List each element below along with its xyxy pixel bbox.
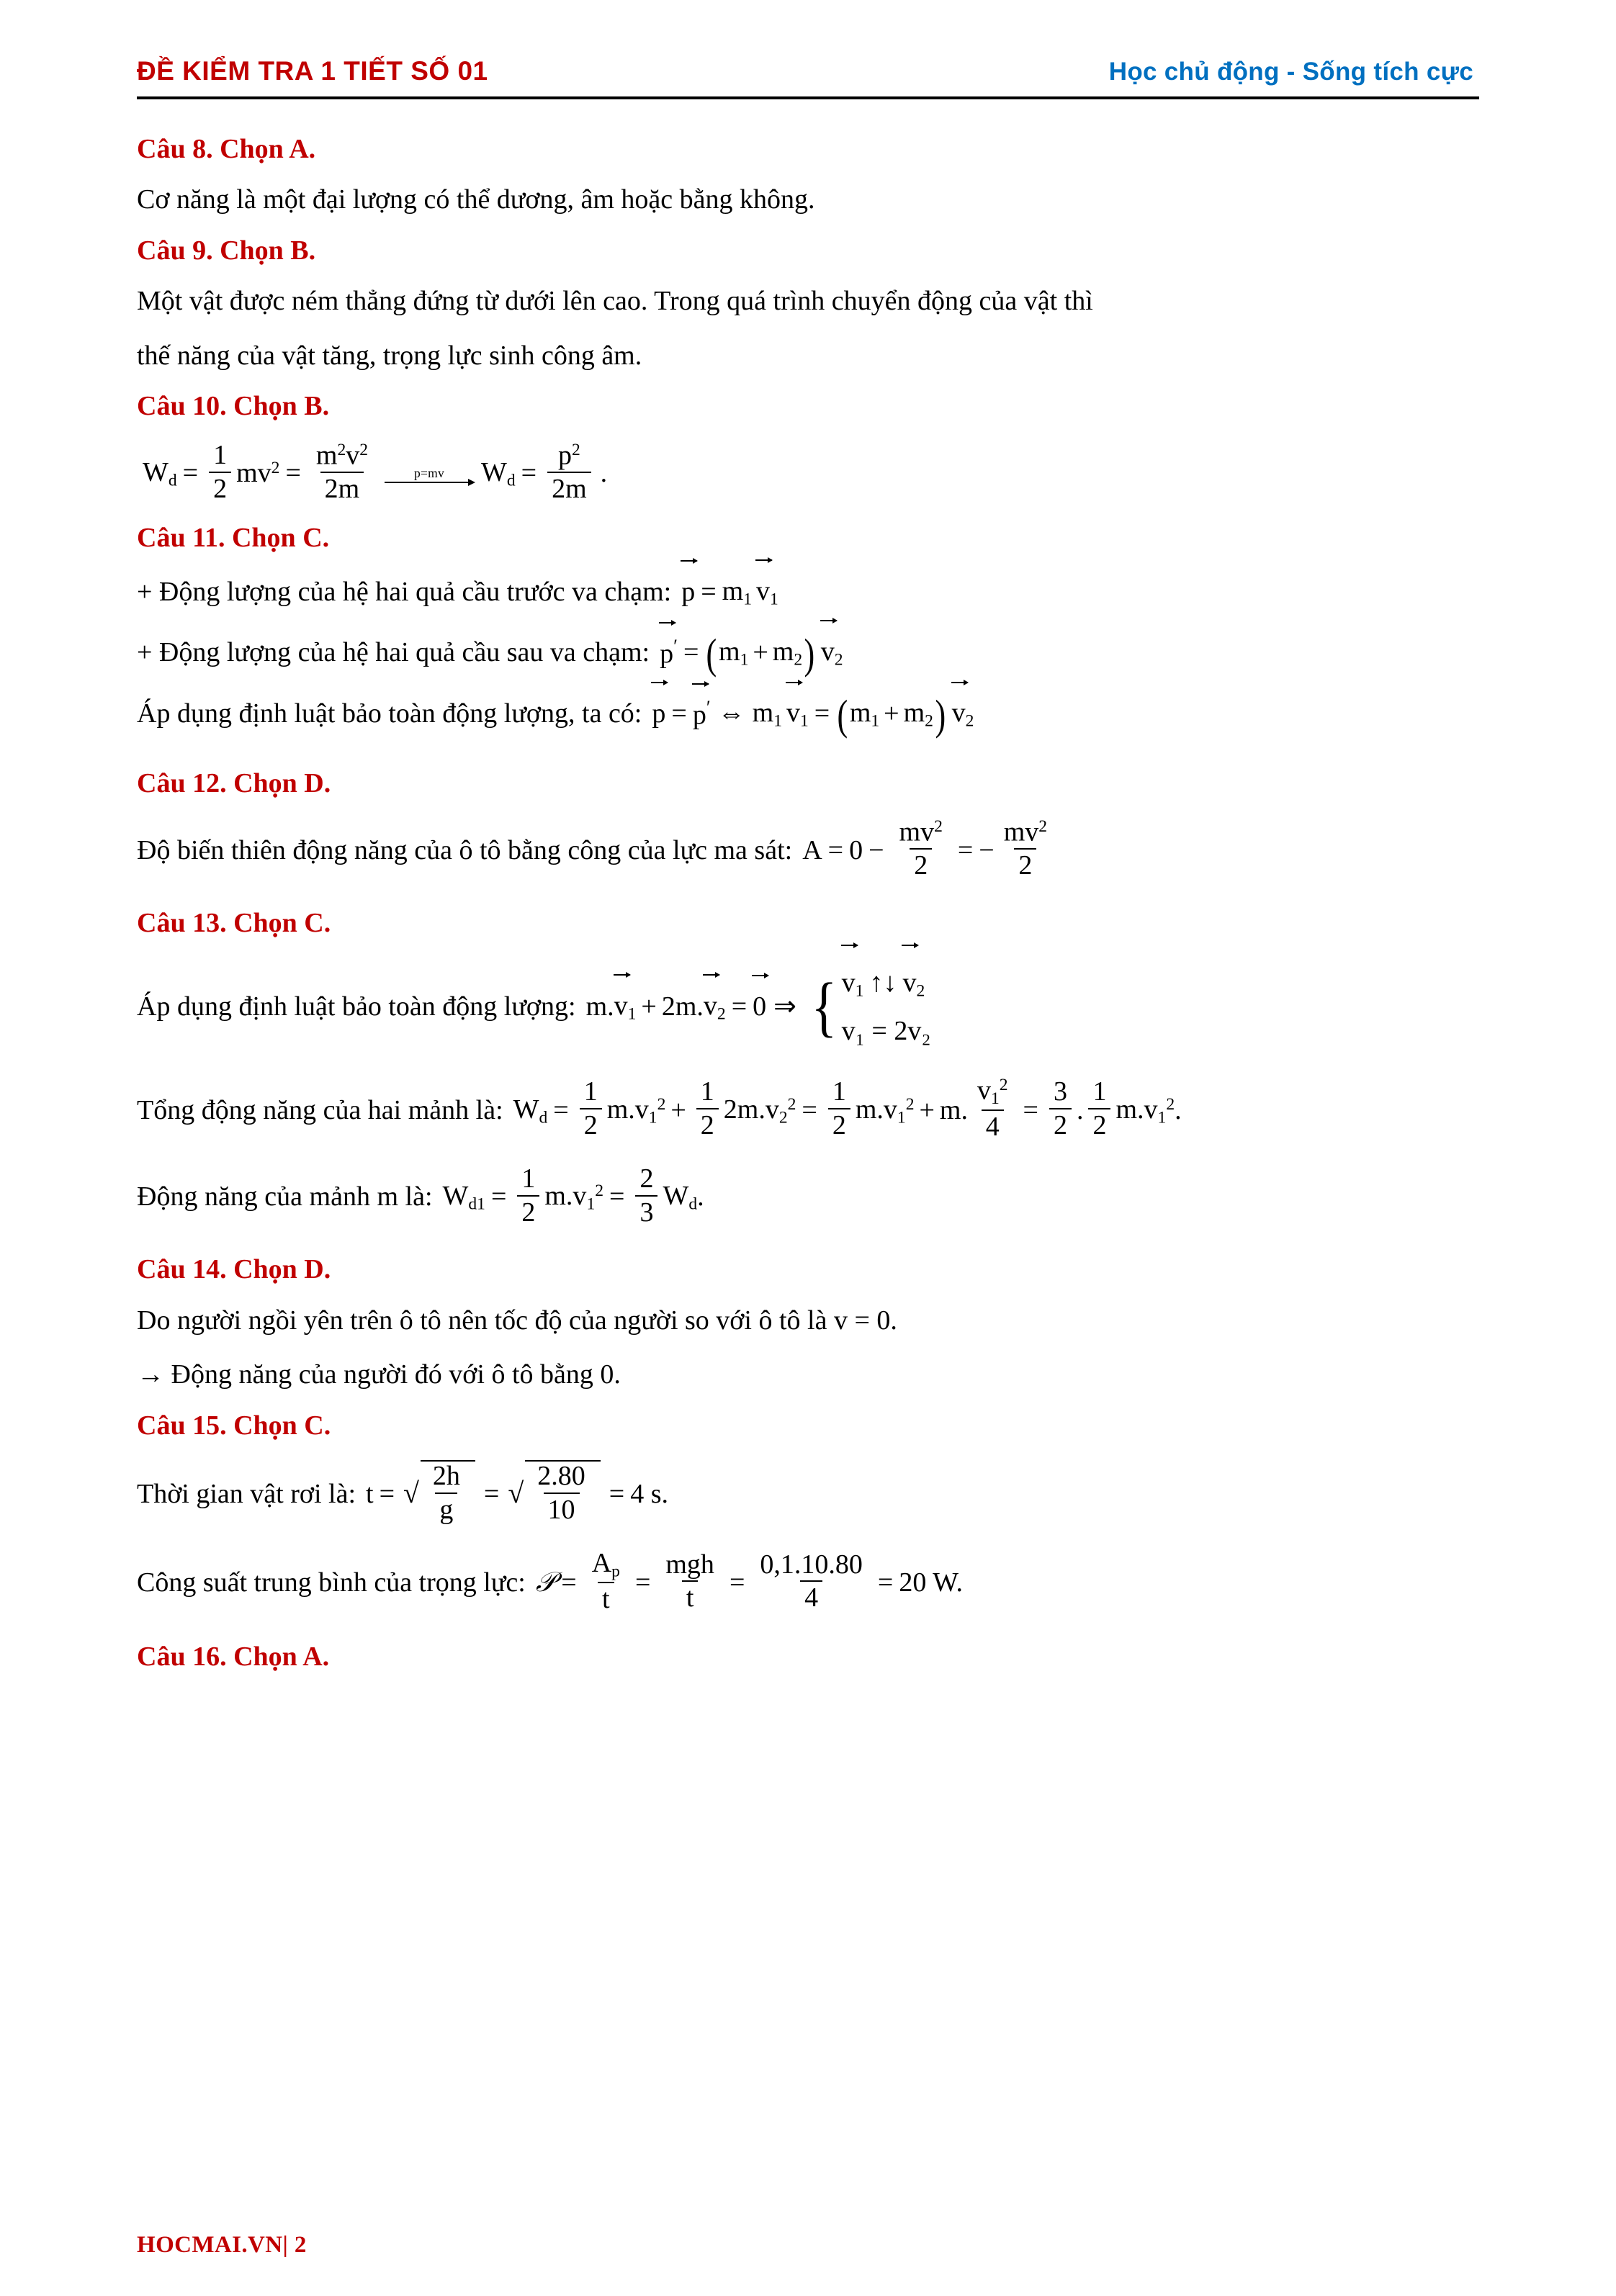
- f15-l2-eq4: =: [877, 1567, 894, 1598]
- formula-11-line1-text: + Động lượng của hệ hai quả cầu trước va chạm:: [137, 576, 672, 607]
- formula-12-a: A: [802, 834, 822, 865]
- formula-10-w2-sub: d: [506, 472, 516, 491]
- answer-text-9-line2: thế năng của vật tăng, trọng lực sinh công âm.: [137, 340, 642, 371]
- f13-plus2: +: [919, 1094, 935, 1125]
- f13-period: .: [1175, 1094, 1182, 1125]
- f13-l3-w2: W: [663, 1181, 689, 1212]
- formula-11-v1b: v: [786, 695, 800, 731]
- formula-11-v2: v: [821, 634, 835, 670]
- f13-t6-num: 1: [1092, 1076, 1107, 1107]
- question-heading-9: Câu 9. Chọn B.: [137, 235, 316, 266]
- formula-11-eq2: =: [683, 636, 699, 667]
- arrow-icon: [385, 482, 474, 483]
- f15-f3-num: 0,1.10.80: [760, 1549, 863, 1580]
- formula-13-2m: 2m.: [661, 991, 704, 1022]
- brace-icon: {: [811, 970, 838, 1045]
- formula-12-f2-sup: 2: [1038, 816, 1048, 836]
- question-heading-10: Câu 10. Chọn B.: [137, 391, 330, 422]
- formula-10-w-sub: d: [168, 472, 177, 491]
- formula-12-f1-den: 2: [910, 848, 932, 881]
- f13-l3-f2-num: 2: [639, 1163, 654, 1194]
- formula-13-eq2: =: [553, 1094, 569, 1125]
- f15-result: 4 s.: [630, 1479, 668, 1510]
- f13-t4-v: v: [977, 1075, 991, 1106]
- question-heading-13: Câu 13. Chọn C.: [137, 907, 331, 938]
- f13-t1-sub: 1: [648, 1108, 657, 1127]
- f15-r1-den: g: [435, 1493, 457, 1525]
- formula-11-m1b-sub: 1: [740, 650, 749, 670]
- f15-sqrt2: [508, 1460, 600, 1526]
- page-footer: HOCMAI.VN| 2: [137, 2232, 307, 2258]
- formula-11-line2: [137, 631, 1479, 678]
- f13-eq3: =: [802, 1094, 817, 1125]
- f15-l2-eq: =: [561, 1567, 577, 1598]
- formula-11-m1d-sub: 1: [871, 711, 880, 731]
- formula-13-case2: v₁ = 2v₂: [841, 1015, 931, 1046]
- formula-13-v2-sub: 2: [717, 1004, 726, 1024]
- f13-l3-f2-den: 3: [635, 1195, 657, 1228]
- formula-10-f2-v-sup: 2: [359, 440, 368, 459]
- f15-f2-den: t: [682, 1580, 699, 1613]
- f13-t4-sub: 1: [990, 1089, 1000, 1108]
- formula-15-line2: [137, 1547, 1479, 1616]
- formula-15-line1-text: Thời gian vật rơi là:: [137, 1479, 356, 1510]
- radical-icon-2: √: [508, 1477, 524, 1510]
- formula-12-f2-den: 2: [1014, 848, 1036, 881]
- f13-t2-sup: 2: [787, 1094, 796, 1114]
- f15-r2-den: 10: [544, 1493, 580, 1525]
- formula-11-m1d: m: [849, 698, 871, 729]
- f15-f1-num-sub: p: [611, 1562, 620, 1581]
- f13-l3-period: .: [697, 1181, 704, 1212]
- formula-12-f1-num: mv: [899, 816, 935, 847]
- f15-eq: =: [379, 1479, 395, 1510]
- formula-13-case1-v1: v: [842, 959, 856, 1007]
- formula-11-m2b-sub: 2: [925, 711, 933, 731]
- formula-10-period: .: [600, 458, 608, 489]
- formula-10-eq3: =: [521, 458, 537, 489]
- f13-t2-den: 2: [696, 1108, 719, 1140]
- formula-11-plus: +: [753, 636, 768, 667]
- f13-t6-sup: 2: [1166, 1094, 1175, 1114]
- formula-11-paren-open2: (: [837, 692, 848, 739]
- formula-15-line2-text: Công suất trung bình của trọng lực:: [137, 1567, 526, 1598]
- f15-t: t: [366, 1479, 374, 1510]
- page-header: [137, 0, 1479, 99]
- f15-r2-num: 2.80: [537, 1461, 585, 1492]
- formula-13-line2-text: Tổng động năng của hai mảnh là:: [137, 1094, 503, 1125]
- formula-13-v1: v: [614, 989, 628, 1024]
- formula-11-v1: v: [756, 574, 770, 609]
- f13-t1-sup: 2: [657, 1094, 666, 1114]
- f13-dot: .: [1076, 1094, 1084, 1125]
- formula-11-v1-sub: 1: [770, 590, 778, 609]
- formula-11-line3-text: Áp dụng định luật bảo toàn động lượng, ta có:: [137, 698, 642, 729]
- formula-11-m2: m: [772, 636, 794, 667]
- formula-13-line3-text: Động năng của mảnh m là:: [137, 1181, 433, 1212]
- formula-11-paren-close: ): [804, 631, 815, 678]
- formula-10-arrow-label: p=mv: [413, 466, 445, 481]
- formula-13-case1-v1-sub: 1: [855, 981, 864, 1001]
- formula-10-w: W: [143, 457, 169, 488]
- f15-sqrt1: [403, 1460, 475, 1526]
- formula-13-line1-text: Áp dụng định luật bảo toàn động lượng:: [137, 991, 576, 1022]
- f13-l3-f1-den: 2: [517, 1195, 539, 1228]
- formula-12-f1-sup: 2: [934, 816, 943, 836]
- formula-11-iff: ⇔: [717, 698, 745, 729]
- formula-13-case1-arrows: ↑↓: [869, 968, 897, 999]
- formula-13-case1-v2-sub: 2: [916, 981, 925, 1001]
- formula-11-eq4: =: [814, 698, 830, 729]
- formula-10-mv-sup: 2: [271, 459, 280, 478]
- formula-13-eq: =: [731, 991, 748, 1022]
- f15-eq2: =: [483, 1479, 500, 1510]
- f13-t3-sub: 1: [897, 1108, 906, 1127]
- question-heading-16: Câu 16. Chọn A.: [137, 1642, 330, 1673]
- formula-11-m1c: m: [752, 698, 774, 729]
- formula-13-plus: +: [641, 991, 657, 1022]
- formula-11-paren-open: (: [706, 631, 717, 678]
- formula-10-eq1: =: [182, 458, 199, 489]
- f13-l3-f1-num: 1: [521, 1163, 536, 1194]
- formula-10-f2-m-sup: 2: [337, 440, 346, 459]
- formula-13-zero: 0: [753, 989, 766, 1025]
- f13-t5-num: 3: [1053, 1076, 1067, 1107]
- f13-t4-den: 4: [982, 1109, 1004, 1142]
- formula-10-w2: W: [481, 457, 507, 488]
- formula-13-implies: ⇒: [773, 991, 796, 1022]
- f13-t6-sub: 1: [1157, 1108, 1167, 1127]
- formula-11-m2b: m: [903, 698, 925, 729]
- formula-12: [137, 816, 1479, 882]
- formula-13-line2: [137, 1075, 1479, 1143]
- formula-13-cases: [808, 959, 931, 1055]
- f13-t6-den: 2: [1088, 1108, 1110, 1140]
- formula-15-line1: [137, 1462, 1479, 1528]
- formula-10-f3-den: 2m: [547, 472, 591, 504]
- f13-eq4: =: [1023, 1094, 1038, 1125]
- formula-10-f3-num-sup: 2: [571, 440, 580, 459]
- f13-t4-body: m.: [939, 1094, 968, 1125]
- formula-12-neg: −: [979, 834, 995, 865]
- f13-t3-den: 2: [828, 1108, 850, 1140]
- f13-t1-num: 1: [583, 1076, 598, 1107]
- question-heading-14: Câu 14. Chọn D.: [137, 1254, 331, 1285]
- formula-10-f2-v: v: [346, 439, 360, 470]
- formula-12-text: Độ biến thiên động năng của ô tô bằng công của lực ma sát:: [137, 834, 793, 865]
- formula-12-eq: =: [827, 834, 844, 865]
- header-title-left: ĐỀ KIỂM TRA 1 TIẾT SỐ 01: [137, 56, 488, 86]
- formula-10-half-den: 2: [209, 472, 231, 504]
- f13-t3-body: m.v: [855, 1094, 897, 1125]
- f13-l3-body-sup: 2: [595, 1181, 603, 1201]
- formula-12-zero: 0: [849, 834, 863, 865]
- f15-f1-num: A: [591, 1547, 612, 1578]
- f15-f1-den: t: [598, 1582, 614, 1614]
- f13-t4-sup: 2: [999, 1076, 1008, 1095]
- formula-11-line3: [137, 692, 1479, 739]
- formula-10-f2-m: m: [315, 439, 338, 470]
- formula-10-mv: mv: [236, 458, 271, 489]
- answer-text-9-line1: Một vật được ném thẳng đứng từ dưới lên cao. Trong quá trình chuyển động của vật thì: [137, 286, 1093, 317]
- question-heading-8: Câu 8. Chọn A.: [137, 134, 316, 164]
- f15-r1-num: 2h: [432, 1461, 460, 1492]
- formula-10-arrow: [385, 467, 474, 482]
- f13-t2-body: 2m.v: [723, 1094, 779, 1125]
- formula-10-eq2: =: [285, 458, 301, 489]
- question-heading-12: Câu 12. Chọn D.: [137, 767, 331, 798]
- formula-11-eq3: =: [671, 698, 687, 729]
- f13-l3-w-sub: d1: [468, 1194, 485, 1214]
- formula-13-w: W: [513, 1094, 539, 1125]
- f13-t1-den: 2: [580, 1108, 602, 1140]
- f13-l3-eq: =: [490, 1181, 507, 1212]
- formula-11-plus2: +: [884, 698, 899, 729]
- f15-l2-eq2: =: [634, 1567, 651, 1598]
- formula-11-p3: p: [652, 696, 665, 731]
- formula-11-v2b-sub: 2: [965, 711, 974, 731]
- formula-11-line1: [137, 574, 1479, 611]
- formula-11-line2-text: + Động lượng của hệ hai quả cầu sau va chạm:: [137, 636, 650, 667]
- answer-text-14-line1: Do người ngồi yên trên ô tô nên tốc độ của người so với ô tô là v = 0.: [137, 1305, 897, 1336]
- header-title-right: Học chủ động - Sống tích cực: [1108, 58, 1473, 86]
- f15-p: 𝒫: [535, 1567, 556, 1598]
- formula-10-half-num: 1: [213, 439, 228, 470]
- formula-11-v2-sub: 2: [834, 650, 843, 670]
- formula-13-m: m.: [585, 991, 614, 1022]
- formula-11-m2-sub: 2: [794, 650, 803, 670]
- formula-11-m1: m: [722, 575, 744, 606]
- formula-10-f3-num: p: [557, 439, 572, 470]
- f13-l3-eq2: =: [609, 1181, 625, 1212]
- answer-text-8: Cơ năng là một đại lượng có thể dương, âm hoặc bằng không.: [137, 184, 815, 215]
- formula-12-eq2: =: [957, 834, 974, 865]
- formula-11-prime2: ′: [706, 696, 711, 719]
- answer-text-14-line2: → Động năng của người đó với ô tô bằng 0.: [137, 1359, 621, 1390]
- radical-icon: √: [403, 1477, 419, 1510]
- formula-11-v1b-sub: 1: [799, 711, 809, 731]
- question-heading-11: Câu 11. Chọn C.: [137, 522, 330, 553]
- f13-l3-body-sub: 1: [586, 1194, 596, 1214]
- question-heading-15: Câu 15. Chọn C.: [137, 1410, 331, 1441]
- f13-t3-sup: 2: [905, 1094, 915, 1114]
- formula-11-eq: =: [701, 576, 717, 607]
- formula-11-m1b: m: [719, 636, 740, 667]
- formula-13-line3: [137, 1163, 1479, 1229]
- formula-12-minus: −: [868, 834, 884, 865]
- f13-l3-body: m.v: [544, 1181, 587, 1212]
- formula-11-paren-close2: ): [935, 692, 946, 739]
- document-content: [137, 99, 1479, 1675]
- f15-f2-num: mgh: [665, 1549, 714, 1580]
- formula-13-v2: v: [704, 989, 717, 1024]
- f13-l3-w2-sub: d: [688, 1194, 698, 1214]
- f13-l3-w: W: [442, 1181, 469, 1212]
- formula-11-m1-sub: 1: [743, 590, 753, 609]
- formula-10: [137, 439, 1479, 505]
- formula-12-f2-num: mv: [1003, 816, 1039, 847]
- f13-t5-den: 2: [1049, 1108, 1072, 1140]
- f15-l2-eq3: =: [729, 1567, 745, 1598]
- formula-13-w-sub: d: [539, 1108, 548, 1127]
- f13-plus1: +: [670, 1094, 686, 1125]
- formula-11-m1c-sub: 1: [773, 711, 782, 731]
- f13-t2-num: 1: [700, 1076, 714, 1107]
- formula-10-f2-den: 2m: [320, 472, 364, 504]
- formula-11-v2b: v: [952, 695, 966, 731]
- formula-11-p: p: [681, 575, 695, 610]
- f13-t6-body: m.v: [1116, 1094, 1158, 1125]
- formula-13-case1-v2: v: [902, 959, 916, 1007]
- formula-13-v1-sub: 1: [627, 1004, 637, 1024]
- f13-t1-body: m.v: [606, 1094, 649, 1125]
- formula-13-line1: [137, 959, 1479, 1055]
- f13-t2-sub: 2: [778, 1108, 788, 1127]
- formula-11-p2: p: [660, 636, 673, 672]
- f13-t3-num: 1: [832, 1076, 846, 1107]
- formula-11-p4: p: [693, 698, 706, 733]
- formula-11-prime: ′: [673, 635, 678, 657]
- f15-eq3: =: [609, 1479, 625, 1510]
- f15-f3-den: 4: [800, 1580, 822, 1613]
- f15-l2-result: 20 W.: [899, 1567, 964, 1598]
